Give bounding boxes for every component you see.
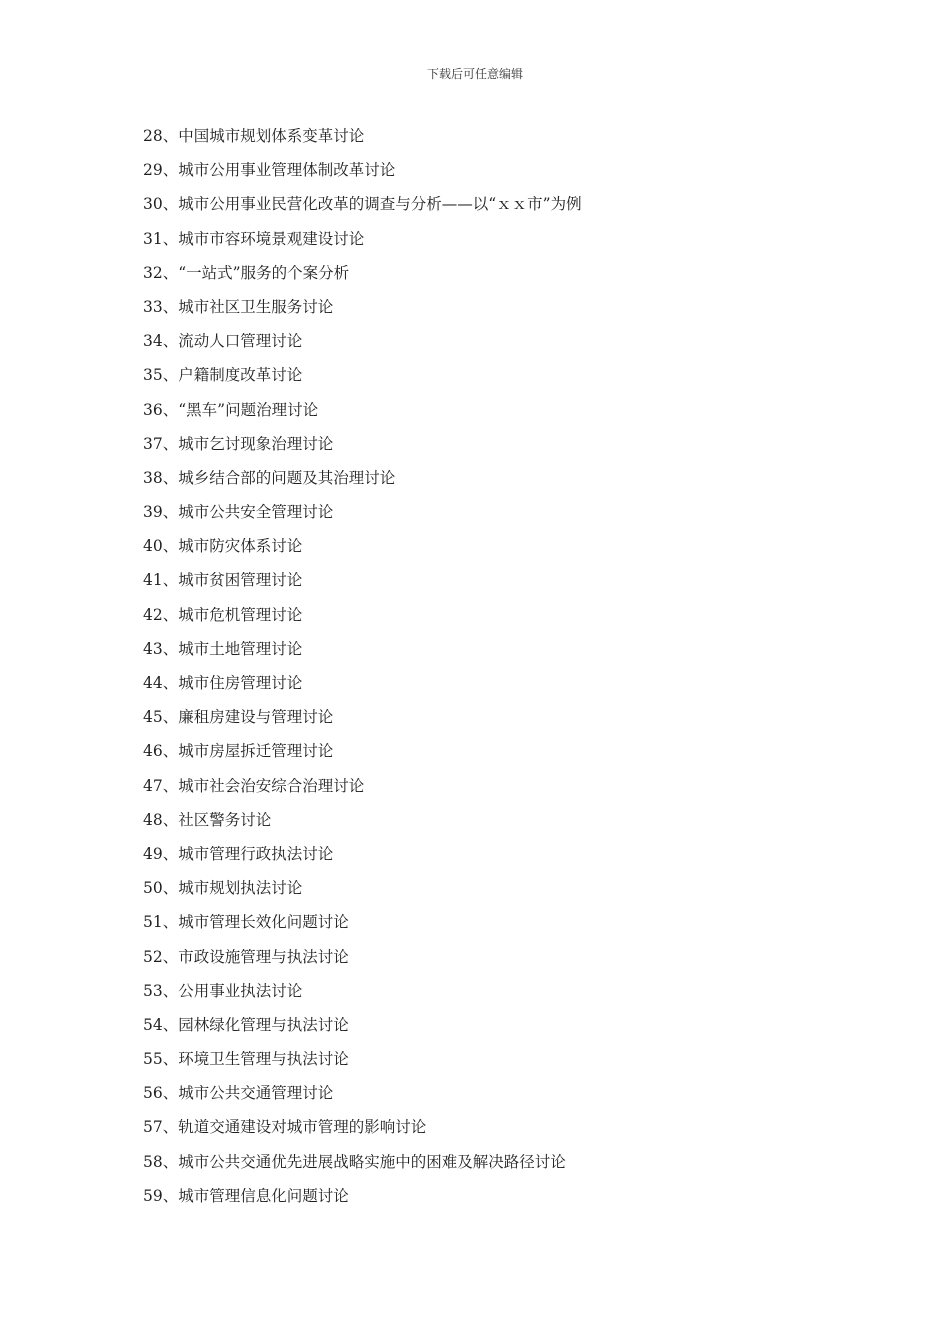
list-item: 41、城市贫困管理讨论 — [143, 571, 303, 590]
list-item: 42、城市危机管理讨论 — [143, 605, 303, 624]
list-item: 35、户籍制度改革讨论 — [143, 366, 303, 385]
list-item: 33、城市社区卫生服务讨论 — [143, 297, 334, 316]
list-item: 53、公用事业执法讨论 — [143, 981, 303, 1000]
list-item: 28、中国城市规划体系变革讨论 — [143, 127, 365, 145]
list-item: 56、城市公共交通管理讨论 — [143, 1084, 334, 1103]
list-item: 54、园林绿化管理与执法讨论 — [143, 1015, 349, 1034]
list-item: 47、城市社会治安综合治理讨论 — [143, 776, 365, 795]
list-item: 57、轨道交通建设对城市管理的影响讨论 — [143, 1118, 427, 1137]
list-item: 36、“黑车”问题治理讨论 — [143, 400, 319, 419]
list-item: 51、城市管理长效化问题讨论 — [143, 913, 349, 932]
page-header: 下载后可任意编辑 — [426, 67, 523, 81]
list-item: 50、城市规划执法讨论 — [143, 879, 303, 898]
list-item: 37、城市乞讨现象治理讨论 — [143, 434, 334, 453]
topic-list — [143, 124, 582, 1218]
list-item: 38、城乡结合部的问题及其治理讨论 — [143, 468, 396, 487]
list-item: 55、环境卫生管理与执法讨论 — [143, 1050, 349, 1069]
list-item: 52、市政设施管理与执法讨论 — [143, 947, 349, 966]
list-item: 39、城市公共安全管理讨论 — [143, 503, 334, 522]
list-item: 31、城市市容环境景观建设讨论 — [143, 229, 365, 248]
list-item: 49、城市管理行政执法讨论 — [143, 844, 334, 863]
list-item: 43、城市土地管理讨论 — [143, 639, 303, 658]
list-item: 29、城市公用事业管理体制改革讨论 — [143, 161, 396, 180]
list-item: 30、城市公用事业民营化改革的调查与分析——以“ｘｘ市”为例 — [143, 195, 582, 214]
list-item: 48、社区警务讨论 — [143, 810, 272, 829]
list-item: 45、廉租房建设与管理讨论 — [143, 708, 334, 727]
list-item: 44、城市住房管理讨论 — [143, 674, 303, 692]
list-item: 34、流动人口管理讨论 — [143, 332, 303, 351]
list-item: 46、城市房屋拆迁管理讨论 — [143, 742, 334, 761]
list-item: 32、“一站式”服务的个案分析 — [143, 263, 350, 282]
list-item: 59、城市管理信息化问题讨论 — [143, 1186, 349, 1205]
list-item: 58、城市公共交通优先进展战略实施中的困难及解决路径讨论 — [143, 1152, 566, 1171]
list-item: 40、城市防灾体系讨论 — [143, 537, 303, 556]
